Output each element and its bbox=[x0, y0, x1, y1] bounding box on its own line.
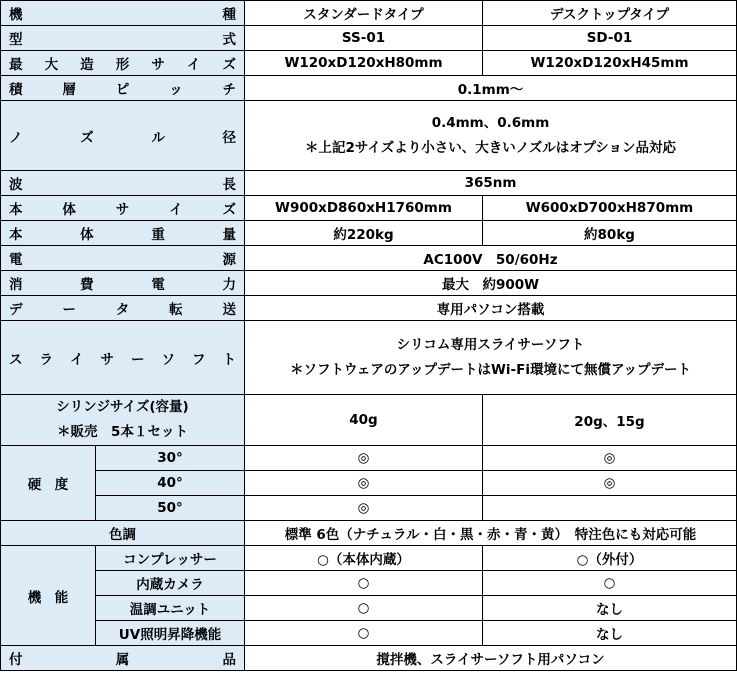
table-row bbox=[1, 395, 737, 446]
row-label-body-size bbox=[1, 196, 245, 221]
table-row bbox=[1, 521, 737, 546]
label-char: ス bbox=[9, 351, 23, 368]
label-char: 電 bbox=[151, 277, 165, 293]
table-row bbox=[1, 646, 737, 671]
distributed-label bbox=[5, 248, 240, 268]
label-char: タ bbox=[115, 302, 130, 318]
distributed-label bbox=[5, 28, 240, 48]
row-label-color: 色調 bbox=[1, 521, 245, 546]
label-char: サ bbox=[100, 351, 114, 368]
distributed-label bbox=[5, 198, 240, 218]
hardness-30: 30° bbox=[96, 446, 245, 471]
label-char: ー bbox=[131, 351, 145, 368]
label-char: ピ bbox=[115, 82, 130, 98]
table-row bbox=[1, 271, 737, 296]
table-row bbox=[1, 621, 737, 646]
body-weight-desktop: 約80kg bbox=[483, 221, 737, 246]
table-row bbox=[1, 196, 737, 221]
table-row bbox=[1, 221, 737, 246]
compressor-desktop: ○（外付） bbox=[483, 546, 737, 571]
table-row bbox=[1, 546, 737, 571]
camera-desktop: ○ bbox=[483, 571, 737, 596]
distributed-label bbox=[5, 348, 240, 368]
label-char: 費 bbox=[80, 277, 94, 293]
syringe-label: シリンジサイズ(容量) bbox=[56, 399, 189, 415]
table-row bbox=[1, 101, 737, 171]
power-supply-value: AC100V 50/60Hz bbox=[245, 246, 737, 271]
hardness-30-standard: ◎ bbox=[245, 446, 483, 471]
header-label bbox=[1, 1, 245, 26]
row-label-wavelength bbox=[1, 171, 245, 196]
body-size-desktop: W600xD700xH870mm bbox=[483, 196, 737, 221]
label-char: 力 bbox=[222, 277, 236, 293]
label-char: 送 bbox=[222, 302, 236, 318]
temp-unit-standard: ○ bbox=[245, 596, 483, 621]
distributed-label bbox=[5, 3, 240, 23]
label-char: 波 bbox=[9, 177, 23, 193]
distributed-label bbox=[5, 223, 240, 243]
label-char: フ bbox=[192, 351, 206, 368]
hardness-40-desktop: ◎ bbox=[483, 471, 737, 496]
label-char: 形 bbox=[115, 57, 130, 73]
compressor-standard: ○（本体内蔵） bbox=[245, 546, 483, 571]
label-char: 層 bbox=[62, 82, 76, 98]
distributed-label bbox=[5, 53, 240, 73]
label-char: ラ bbox=[39, 351, 53, 368]
label-char: ズ bbox=[80, 129, 94, 146]
table-row bbox=[1, 51, 737, 76]
label-char: 源 bbox=[222, 252, 236, 268]
label-char: 転 bbox=[169, 302, 183, 318]
header-desktop-type: デスクトップタイプ bbox=[483, 1, 737, 26]
row-label-nozzle bbox=[1, 101, 245, 171]
label-char: イ bbox=[70, 351, 84, 368]
row-label-hardness: 硬 度 bbox=[1, 446, 96, 521]
table-row bbox=[1, 171, 737, 196]
table-row bbox=[1, 496, 737, 521]
table-row bbox=[1, 471, 737, 496]
label-char: 本 bbox=[9, 202, 23, 218]
syringe-desktop: 20g、15g bbox=[483, 395, 737, 446]
distributed-label bbox=[5, 273, 240, 293]
body-weight-standard: 約220kg bbox=[245, 221, 483, 246]
camera-standard: ○ bbox=[245, 571, 483, 596]
nozzle-note: ＊上記2サイズより小さい、大きいノズルはオプション品対応 bbox=[304, 139, 677, 156]
table-row bbox=[1, 26, 737, 51]
label-char: ッ bbox=[169, 82, 183, 98]
distributed-label bbox=[5, 173, 240, 193]
model-desktop: SD-01 bbox=[483, 26, 737, 51]
layer-pitch-value: 0.1mm～ bbox=[245, 76, 737, 101]
slicer-note: ＊ソフトウェアのアップデートはWi-Fi環境にて無償アップデート bbox=[289, 361, 692, 378]
hardness-40-standard: ◎ bbox=[245, 471, 483, 496]
function-camera: 内蔵カメラ bbox=[96, 571, 245, 596]
color-value: 標準 6色（ナチュラル・白・黒・赤・青・黄） 特注色にも対応可能 bbox=[245, 521, 737, 546]
nozzle-sizes: 0.4mm、0.6mm bbox=[431, 114, 550, 131]
row-label-model bbox=[1, 26, 245, 51]
table-row bbox=[1, 321, 737, 395]
label-char: ズ bbox=[222, 202, 236, 218]
label-char: 量 bbox=[222, 227, 236, 243]
row-label-accessories bbox=[1, 646, 245, 671]
label-char: 種 bbox=[222, 7, 236, 23]
table-row bbox=[1, 596, 737, 621]
label-char: 最 bbox=[9, 57, 23, 73]
table-row bbox=[1, 1, 737, 26]
label-char: 式 bbox=[222, 32, 236, 48]
row-label-data-transfer bbox=[1, 296, 245, 321]
table-row bbox=[1, 76, 737, 101]
label-char: 重 bbox=[151, 227, 165, 243]
row-label-slicer bbox=[1, 321, 245, 395]
label-char: 属 bbox=[115, 652, 130, 668]
table-row bbox=[1, 571, 737, 596]
distributed-label bbox=[5, 126, 240, 146]
table-row bbox=[1, 296, 737, 321]
label-char: チ bbox=[222, 82, 236, 98]
accessories-value: 撹拌機、スライサーソフト用パソコン bbox=[245, 646, 737, 671]
row-label-power-consumption bbox=[1, 271, 245, 296]
hardness-50: 50° bbox=[96, 496, 245, 521]
row-label-syringe bbox=[1, 395, 245, 446]
function-uv-lift: UV照明昇降機能 bbox=[96, 621, 245, 646]
label-char: 機 bbox=[9, 7, 23, 23]
row-label-power-supply bbox=[1, 246, 245, 271]
uv-lift-standard: ○ bbox=[245, 621, 483, 646]
label-char: 型 bbox=[9, 32, 23, 48]
distributed-label bbox=[5, 78, 240, 98]
data-transfer-value: 専用パソコン搭載 bbox=[245, 296, 737, 321]
distributed-label bbox=[5, 298, 240, 318]
label-char: サ bbox=[115, 202, 130, 218]
slicer-name: シリコム専用スライサーソフト bbox=[396, 336, 585, 353]
label-char: イ bbox=[169, 202, 183, 218]
label-char: イ bbox=[186, 57, 201, 73]
table-row bbox=[1, 246, 737, 271]
label-char: 体 bbox=[80, 227, 94, 243]
header-standard-type: スタンダードタイプ bbox=[245, 1, 483, 26]
label-char: 体 bbox=[62, 202, 76, 218]
hardness-50-desktop bbox=[483, 496, 737, 521]
label-char: 長 bbox=[222, 177, 236, 193]
build-size-desktop: W120xD120xH45mm bbox=[483, 51, 737, 76]
label-char: ソ bbox=[161, 351, 175, 368]
label-char: 大 bbox=[44, 57, 59, 73]
label-char: ノ bbox=[9, 129, 23, 146]
row-label-build-size bbox=[1, 51, 245, 76]
uv-lift-desktop: なし bbox=[483, 621, 737, 646]
label-char: 本 bbox=[9, 227, 23, 243]
table-row bbox=[1, 446, 737, 471]
row-label-functions: 機 能 bbox=[1, 546, 96, 646]
hardness-40: 40° bbox=[96, 471, 245, 496]
hardness-50-standard: ◎ bbox=[245, 496, 483, 521]
label-char: デ bbox=[9, 302, 23, 318]
model-standard: SS-01 bbox=[245, 26, 483, 51]
label-char: 径 bbox=[222, 129, 236, 146]
label-char: サ bbox=[151, 57, 165, 73]
build-size-standard: W120xD120xH80mm bbox=[245, 51, 483, 76]
slicer-value bbox=[245, 321, 737, 395]
label-char: 品 bbox=[222, 652, 236, 668]
hardness-30-desktop: ◎ bbox=[483, 446, 737, 471]
temp-unit-desktop: なし bbox=[483, 596, 737, 621]
label-char: 消 bbox=[9, 277, 23, 293]
syringe-standard: 40g bbox=[245, 395, 483, 446]
label-char: ル bbox=[151, 129, 165, 146]
wavelength-value: 365nm bbox=[245, 171, 737, 196]
row-label-layer-pitch bbox=[1, 76, 245, 101]
label-char: ー bbox=[62, 302, 76, 318]
function-compressor: コンプレッサー bbox=[96, 546, 245, 571]
label-char: 造 bbox=[80, 57, 94, 73]
nozzle-value bbox=[245, 101, 737, 171]
syringe-sales-note: ＊販売 5本１セット bbox=[57, 424, 188, 440]
label-char: ト bbox=[222, 351, 236, 368]
label-char: ズ bbox=[222, 57, 236, 73]
distributed-label bbox=[5, 648, 240, 668]
label-char: 積 bbox=[9, 82, 23, 98]
body-size-standard: W900xD860xH1760mm bbox=[245, 196, 483, 221]
label-char: 付 bbox=[9, 652, 23, 668]
row-label-body-weight bbox=[1, 221, 245, 246]
power-consumption-value: 最大 約900W bbox=[245, 271, 737, 296]
label-char: 電 bbox=[9, 252, 23, 268]
function-temp-unit: 温調ユニット bbox=[96, 596, 245, 621]
